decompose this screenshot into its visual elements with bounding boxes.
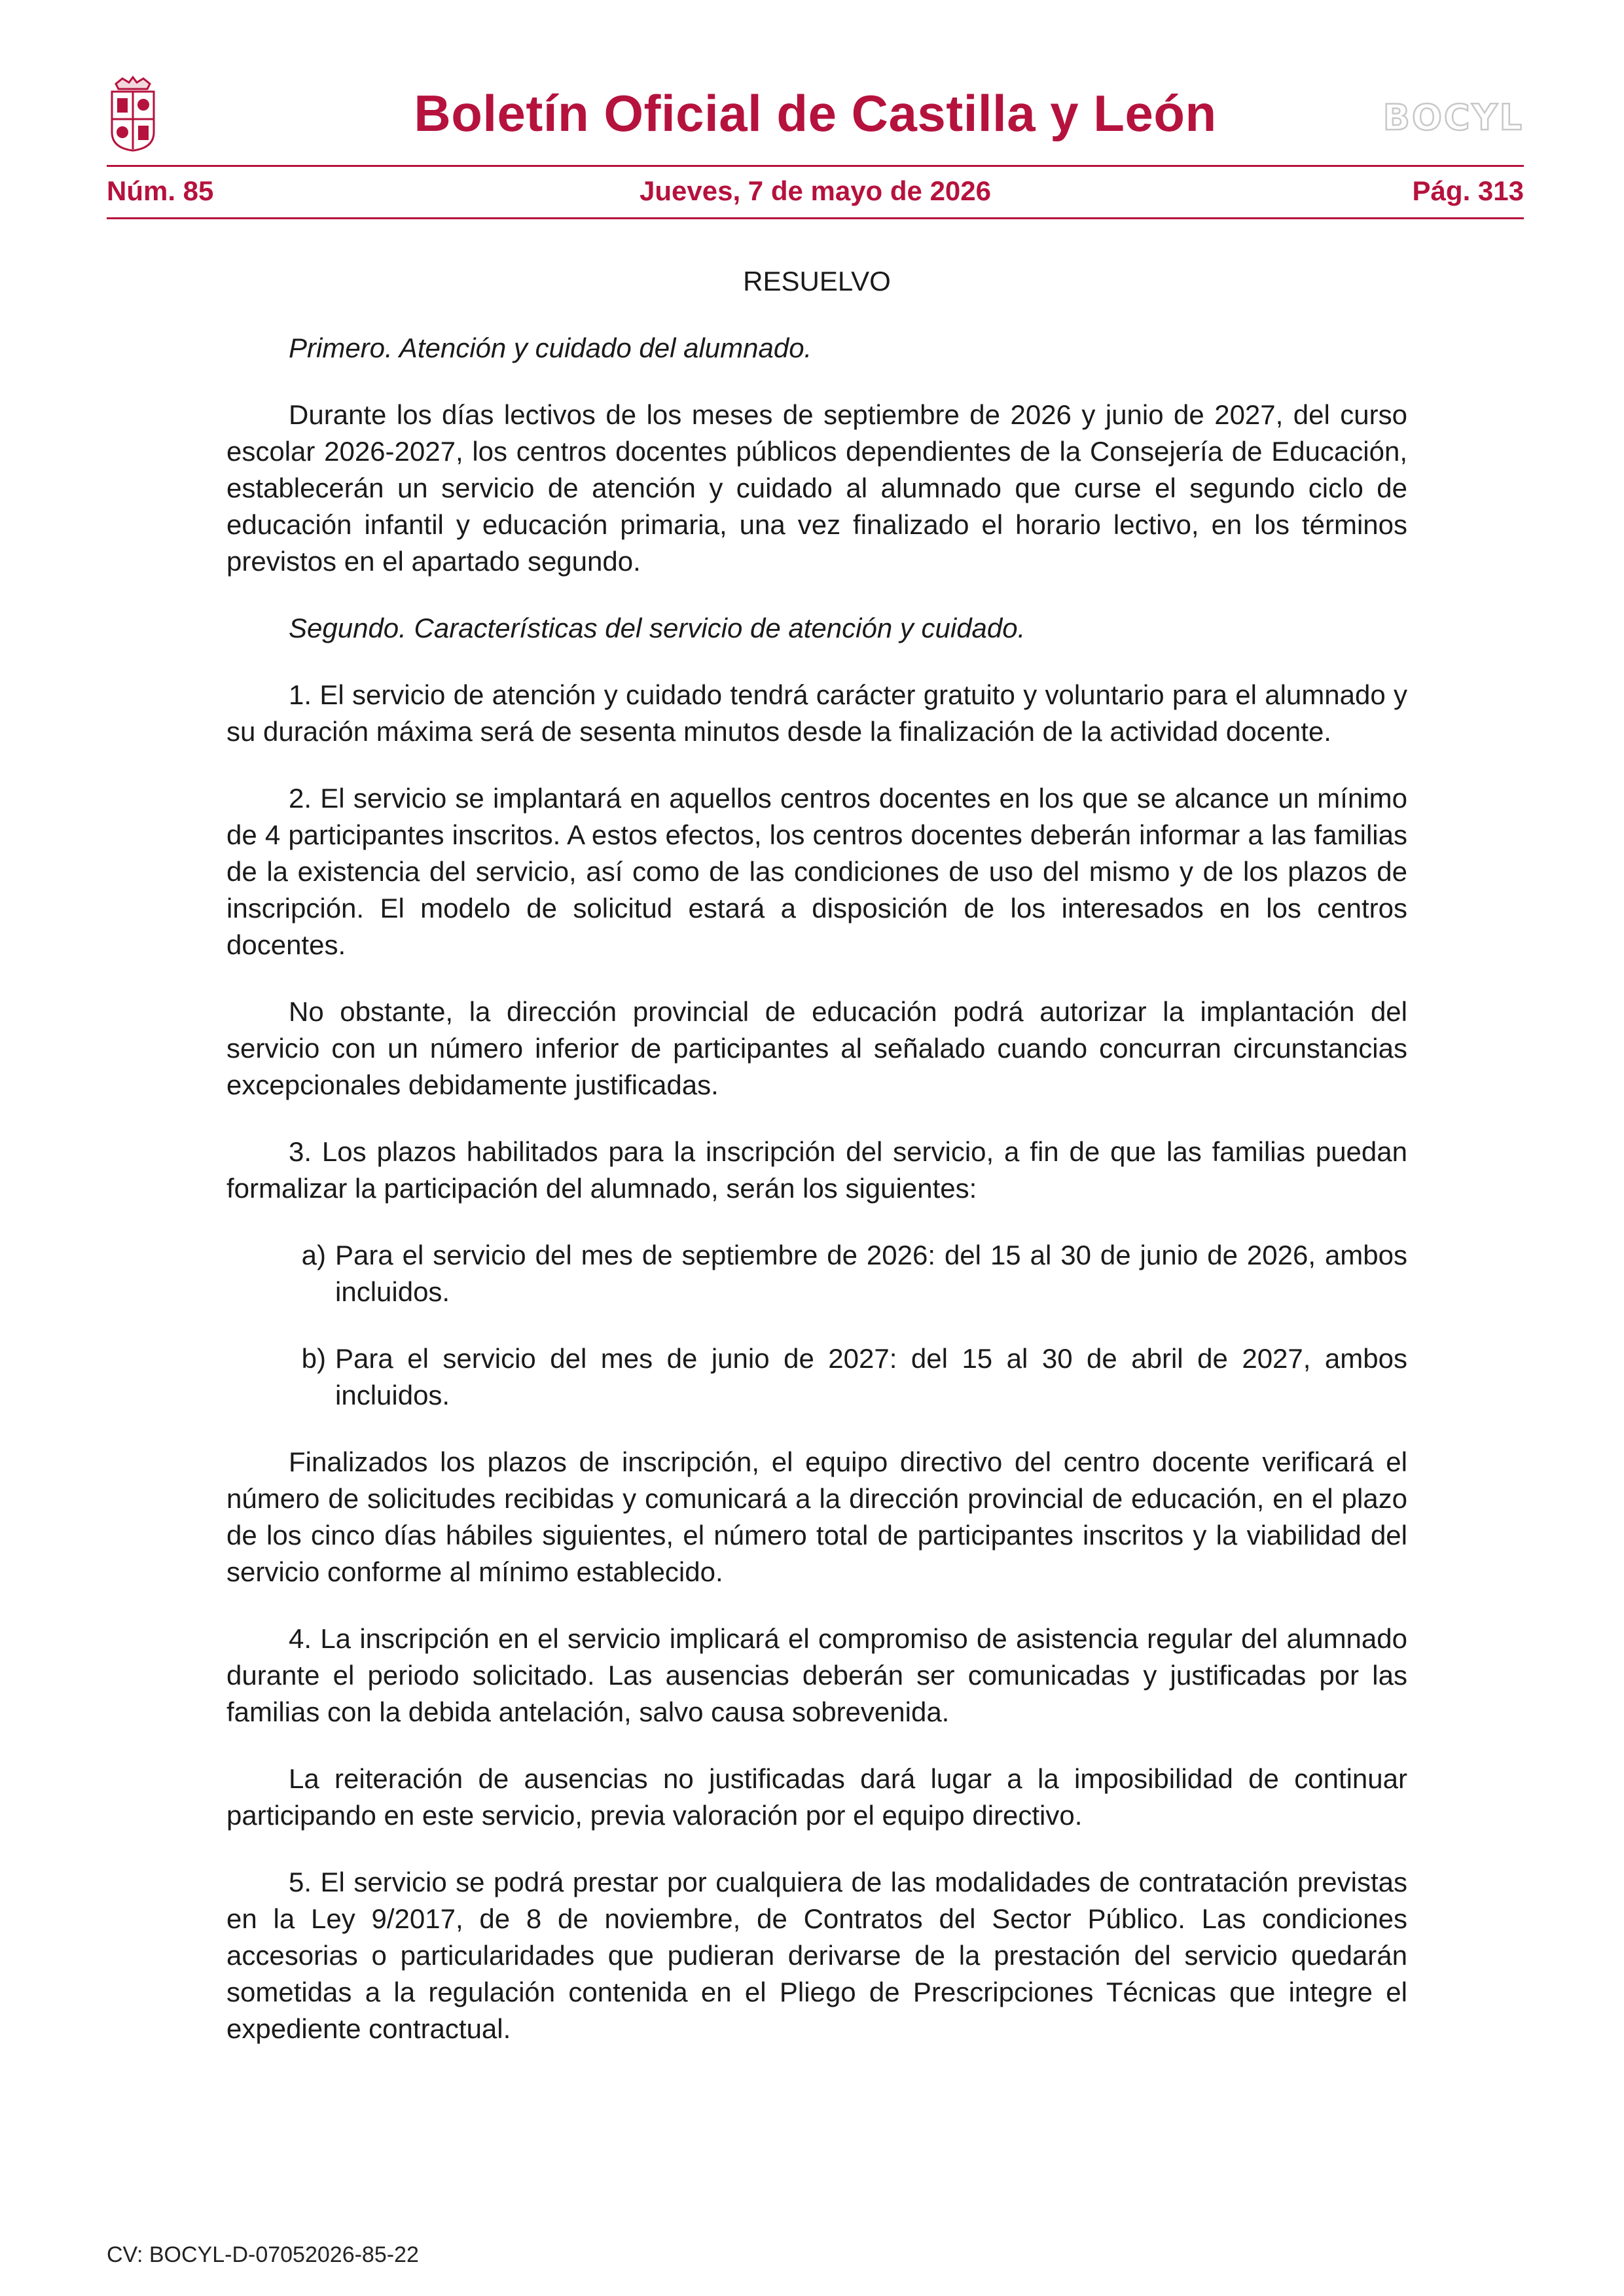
header-rule-bottom (107, 217, 1524, 219)
resuelvo-heading: RESUELVO (743, 266, 891, 296)
bocyl-logo: BOCYL (1382, 97, 1524, 138)
issue-meta (107, 175, 1524, 208)
document-body (226, 263, 1407, 2077)
paragraph: 5. El servicio se podrá prestar por cualquiera de las modalidades de contratación previstas en la Ley 9/2017, de 8 de noviembre, de Contratos del Sector Público. Las condiciones accesorias o particularidades que pudieran derivarse de la prestación del servicio quedarán sometidas a la regulación contenida en el Pliego de Prescripciones Técnicas que integre el expediente contractual. (226, 1867, 1407, 2044)
list-item (226, 1340, 1407, 1414)
paragraph: No obstante, la dirección provincial de educación podrá autorizar la implantación del servicio con un número inferior de participantes al señalado cuando concurran circunstancias excepcionales debidamente justificadas. (226, 996, 1407, 1100)
issue-date: Jueves, 7 de mayo de 2026 (640, 175, 991, 206)
list-marker: b) (301, 1343, 326, 1374)
section-primero-heading: Primero. Atención y cuidado del alumnado. (289, 332, 812, 363)
bulletin-title: Boletín Oficial de Castilla y León (414, 84, 1217, 142)
issue-number: Núm. 85 (107, 175, 214, 206)
list-marker: a) (301, 1240, 326, 1270)
section-segundo-heading: Segundo. Características del servicio de atención y cuidado. (289, 613, 1026, 643)
paragraph: 1. El servicio de atención y cuidado tendrá carácter gratuito y voluntario para el alumnado y su duración máxima será de sesenta minutos desde la finalización de la actividad docente. (226, 679, 1407, 747)
list-text: Para el servicio del mes de junio de 2027: del 15 al 30 de abril de 2027, ambos incluidos. (335, 1343, 1407, 1410)
paragraph: 4. La inscripción en el servicio implicará el compromiso de asistencia regular del alumnado durante el periodo solicitado. Las ausencias deberán ser comunicadas y justificadas por las familias con la debida antelación, salvo causa sobrevenida. (226, 1623, 1407, 1727)
paragraph: Durante los días lectivos de los meses de septiembre de 2026 y junio de 2027, del curso escolar 2026-2027, los centros docentes públicos dependientes de la Consejería de Educación, establecerán un servicio de atención y cuidado al alumnado que curse el segundo ciclo de educación infantil y educación primaria, una vez finalizado el horario lectivo, en los términos previstos en el apartado segundo. (226, 399, 1407, 577)
bulletin-header (107, 72, 1524, 223)
page-number: Pág. 313 (1412, 175, 1524, 206)
list-text: Para el servicio del mes de septiembre de 2026: del 15 al 30 de junio de 2026, ambos incluidos. (335, 1240, 1407, 1307)
paragraph: Finalizados los plazos de inscripción, el equipo directivo del centro docente verificará el número de solicitudes recibidas y comunicará a la dirección provincial de educación, en el plazo de los cinco días hábiles siguientes, el número total de participantes inscritos y la viabilidad del servicio conforme al mínimo establecido. (226, 1446, 1407, 1587)
cv-code: CV: BOCYL-D-07052026-85-22 (107, 2242, 419, 2267)
paragraph: 2. El servicio se implantará en aquellos centros docentes en los que se alcance un mínimo de 4 participantes inscritos. A estos efectos, los centros docentes deberán informar a las familias de la existencia del servicio, así como de las condiciones de uso del mismo y de los plazos de inscripción. El modelo de solicitud estará a disposición de los interesados en los centros docentes. (226, 783, 1407, 960)
paragraph: 3. Los plazos habilitados para la inscripción del servicio, a fin de que las familias puedan formalizar la participación del alumnado, serán los siguientes: (226, 1136, 1407, 1204)
paragraph: La reiteración de ausencias no justificadas dará lugar a la imposibilidad de continuar participando en este servicio, previa valoración por el equipo directivo. (226, 1763, 1407, 1831)
header-rule-top (107, 165, 1524, 167)
list-item (226, 1237, 1407, 1310)
